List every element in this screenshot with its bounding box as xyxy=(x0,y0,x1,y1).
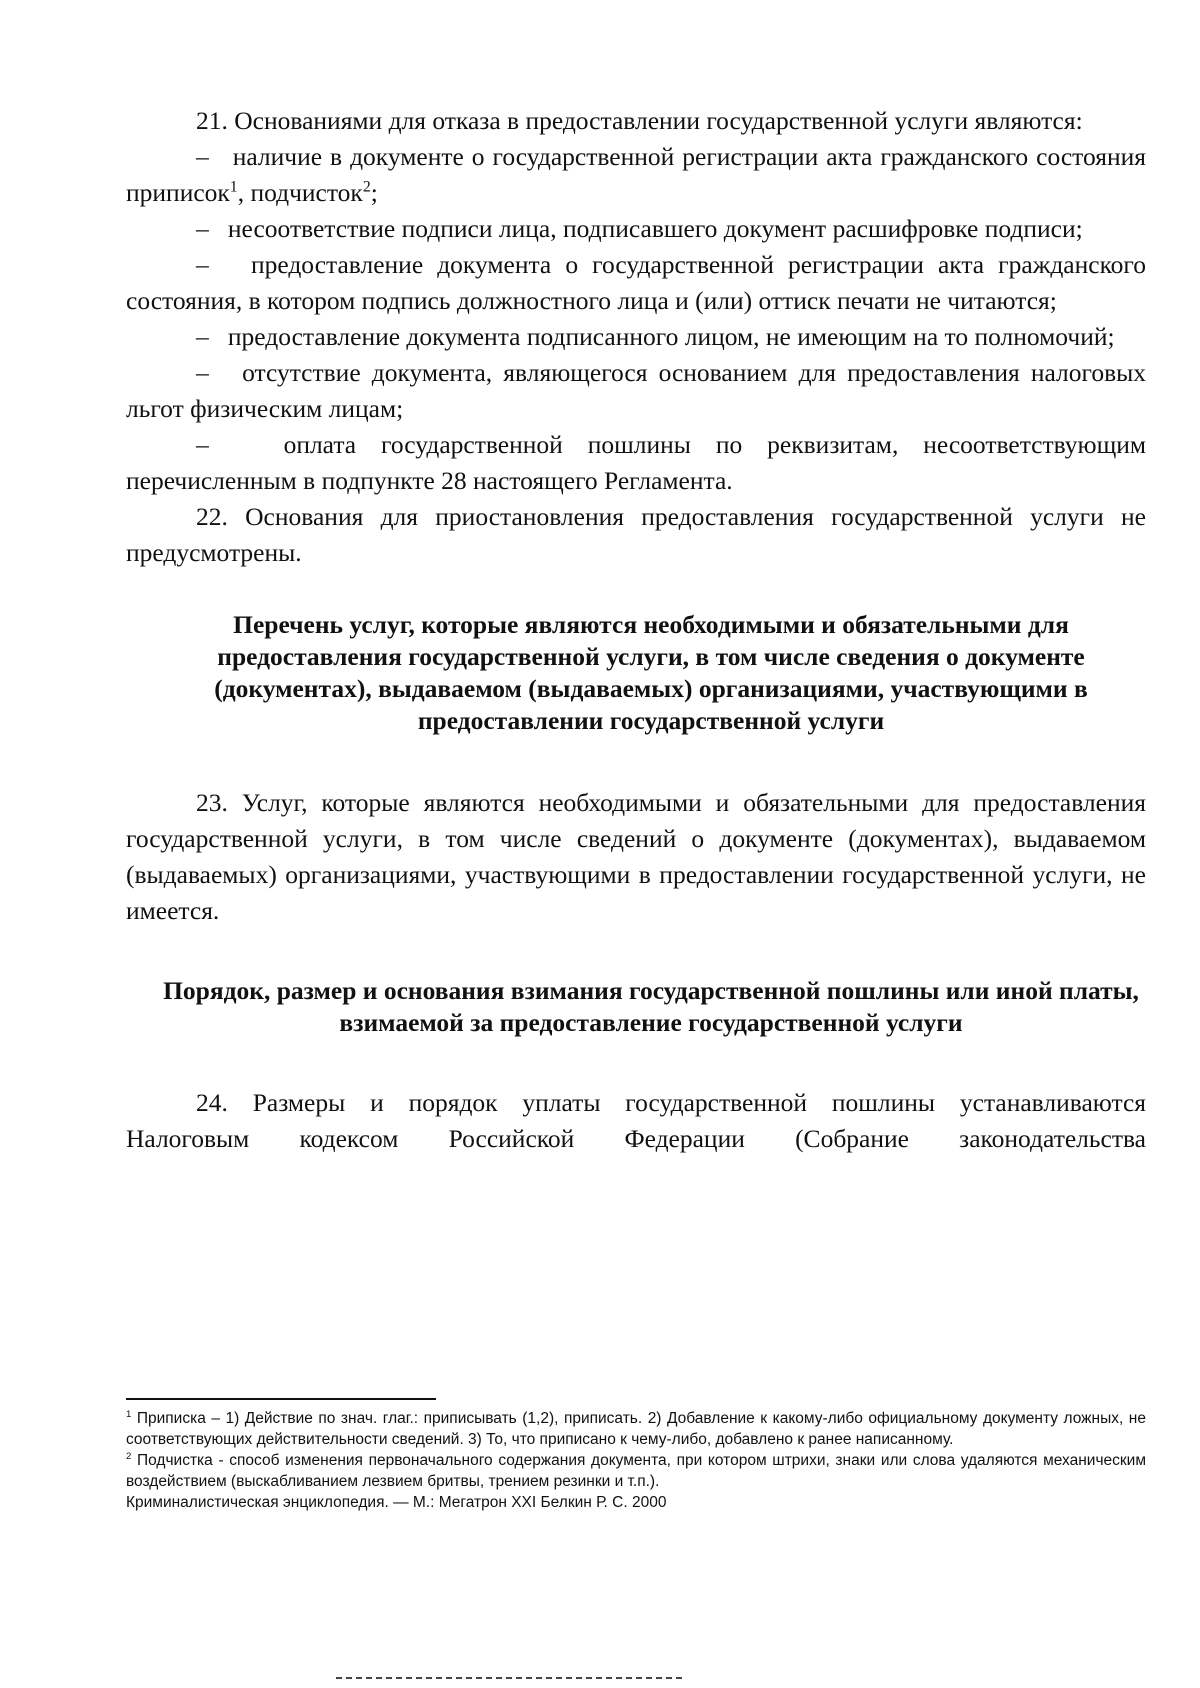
spacer xyxy=(126,737,1146,785)
list-item xyxy=(126,427,1146,499)
footnote-separator xyxy=(126,1398,436,1400)
paragraph-23: 23. Услуг, которые являются необходимыми и обязательными для предоставления государственной услуги, в том числе сведений о документе (документах), выдаваемом (выдаваемых) организациями, участвующими в предоставлении государственной услуги, не имеется. xyxy=(126,788,1146,925)
footnotes xyxy=(126,1408,1146,1513)
list-dash: – xyxy=(196,430,209,459)
footnote-ref-2[interactable]: 2 xyxy=(362,178,371,196)
paragraph-24: 24. Размеры и порядок уплаты государственной пошлины устанавливаются Налоговым кодексом Российской Федерации (Собрание законодательства xyxy=(126,1088,1146,1153)
footnote-mark: 1 xyxy=(126,1408,132,1420)
list-item-text: предоставление документа о государственной регистрации акта гражданского состояния, в котором подпись должностного лица и (или) оттиск печати не читаются; xyxy=(126,250,1146,315)
list-item xyxy=(126,355,1146,427)
list-item-text-mid: , подчисток xyxy=(237,178,363,207)
list-item-text: оплата государственной пошлины по реквизитам, несоответствующим перечисленным в подпункте 28 настоящего Регламента. xyxy=(126,430,1146,495)
list-dash: – xyxy=(196,214,209,243)
footnote-ref-1[interactable]: 1 xyxy=(229,178,238,196)
spacer xyxy=(126,929,1146,975)
list-dash: – xyxy=(196,250,209,279)
list-item xyxy=(126,247,1146,319)
list-item xyxy=(126,319,1146,355)
paragraph-22: 22. Основания для приостановления предоставления государственной услуги не предусмотрены. xyxy=(126,502,1146,567)
list-item xyxy=(126,211,1146,247)
spacer xyxy=(126,571,1146,609)
list-dash: – xyxy=(196,142,209,171)
paragraph-21-intro: 21. Основаниями для отказа в предоставлении государственной услуги являются: xyxy=(196,106,1083,135)
list-item-text-end: ; xyxy=(370,178,378,207)
page-bottom-dashed-line xyxy=(336,1677,682,1679)
list-dash: – xyxy=(196,358,209,387)
footnote-source xyxy=(126,1492,1146,1513)
list-item-text: предоставление документа подписанного лицом, не имеющим на то полномочий; xyxy=(227,322,1115,351)
footnote-text: Криминалистическая энциклопедия. — М.: Мегатрон XXI Белкин Р. С. 2000 xyxy=(126,1494,667,1511)
section-heading-required-services: Перечень услуг, которые являются необходимыми и обязательными для предоставления государственной услуги, в том числе сведения о документе (документах), выдаваемом (выдаваемых) организациями, участвующими в предоставлении государственной услуги xyxy=(214,610,1088,735)
footnote-1 xyxy=(126,1408,1146,1450)
footnote-mark: 2 xyxy=(126,1450,132,1462)
list-item-text: наличие в документе о государственной регистрации акта гражданского состояния приписок xyxy=(126,142,1146,207)
footnote-text: Подчистка - способ изменения первоначального содержания документа, при котором штрихи, знаки или слова удаляются механическим воздействием (выскабливанием лезвием бритвы, трением резинки и т.п.). xyxy=(126,1452,1146,1490)
list-item-text: несоответствие подписи лица, подписавшего документ расшифровке подписи; xyxy=(227,214,1083,243)
footnote-2 xyxy=(126,1450,1146,1492)
list-item-text: отсутствие документа, являющегося основанием для предоставления налоговых льгот физическим лицам; xyxy=(126,358,1146,423)
list-dash: – xyxy=(196,322,209,351)
spacer xyxy=(126,1039,1146,1085)
footnote-text: Приписка – 1) Действие по знач. глаг.: приписывать (1,2), приписать. 2) Добавление к какому-либо официальному документу ложных, не соответствующих действительности сведений. 3) То, что приписано к чему-либо, добавлено к ранее написанному. xyxy=(126,1410,1146,1448)
list-item xyxy=(126,139,1146,211)
main-text xyxy=(126,103,1146,1157)
section-heading-state-fee: Порядок, размер и основания взимания государственной пошлины или иной платы, взимаемой за предоставление государственной услуги xyxy=(163,976,1139,1037)
